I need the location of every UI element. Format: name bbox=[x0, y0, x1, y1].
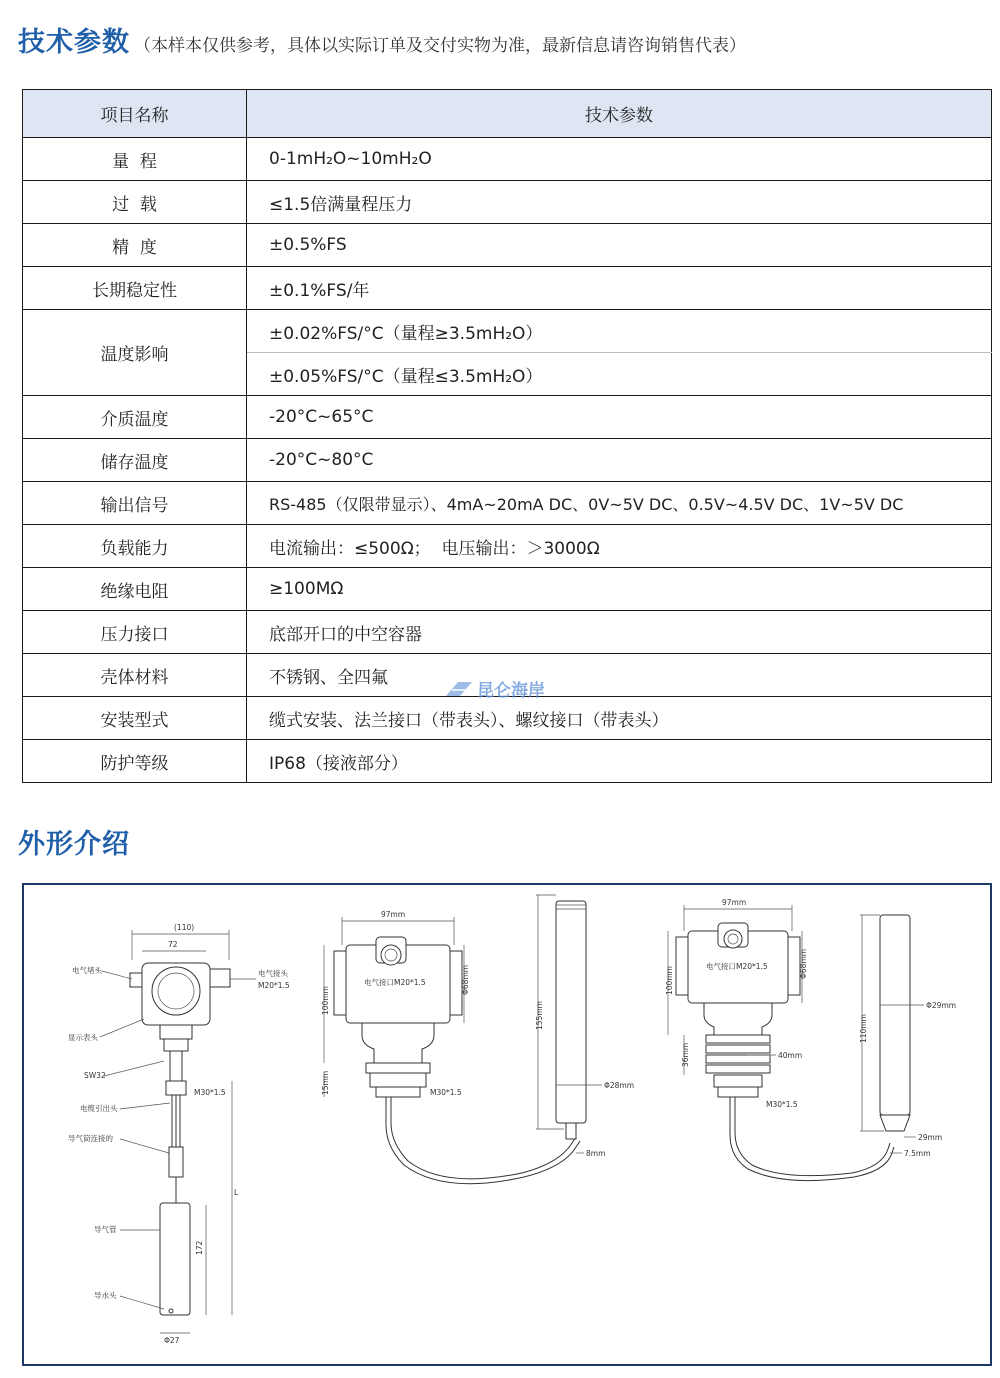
row-value: ±0.5%FS bbox=[247, 224, 992, 267]
row-value: ±0.1%FS/年 bbox=[247, 267, 992, 310]
table-row bbox=[23, 697, 992, 740]
table-row bbox=[23, 181, 992, 224]
table-row bbox=[23, 224, 992, 267]
dim3-75: 7.5mm bbox=[904, 1149, 931, 1158]
dim3-thread: M30*1.5 bbox=[766, 1100, 798, 1109]
row-value: 不锈钢、全四氟 bbox=[247, 654, 992, 697]
label-sw: SW32 bbox=[84, 1071, 106, 1080]
logo-icon bbox=[444, 680, 474, 698]
dim-probe-dia: Φ27 bbox=[164, 1336, 180, 1345]
row-value: 电流输出：≤500Ω； 电压输出：＞3000Ω bbox=[247, 525, 992, 568]
row-name: 绝缘电阻 bbox=[23, 568, 247, 611]
dim3-dia29: Φ29mm bbox=[926, 1001, 957, 1010]
row-value: ±0.02%FS/°C（量程≥3.5mH₂O） bbox=[247, 310, 992, 353]
table-row bbox=[23, 482, 992, 525]
row-name: 储存温度 bbox=[23, 439, 247, 482]
header-tech-params: 技术参数 bbox=[247, 90, 992, 138]
drawing-display-type bbox=[68, 923, 290, 1345]
table-row bbox=[23, 310, 992, 353]
row-value: 缆式安装、法兰接口（带表头）、螺纹接口（带表头） bbox=[247, 697, 992, 740]
section-title-text: 技术参数 bbox=[18, 27, 130, 58]
label-probe: 导水头 bbox=[94, 1291, 117, 1300]
row-name: 精 度 bbox=[23, 224, 247, 267]
dim-width-label: 72 bbox=[168, 940, 178, 949]
table-row bbox=[23, 439, 992, 482]
dim2-8: 8mm bbox=[586, 1149, 606, 1158]
watermark-logo bbox=[444, 676, 545, 701]
dim3-width: 97mm bbox=[722, 898, 747, 907]
dim3-29: 29mm bbox=[918, 1133, 943, 1142]
dim3-110: 110mm bbox=[859, 1014, 868, 1043]
table-row bbox=[23, 138, 992, 181]
dimension-drawings bbox=[24, 885, 990, 1364]
dim-length: L bbox=[234, 1188, 239, 1197]
label-plug: 电气堵头 bbox=[72, 966, 102, 975]
header-item-name: 项目名称 bbox=[23, 90, 247, 138]
section-title-appearance: 外形介绍 bbox=[18, 829, 130, 860]
label-connector-thread: M20*1.5 bbox=[258, 981, 290, 990]
row-name: 输出信号 bbox=[23, 482, 247, 525]
dim2-thread: M30*1.5 bbox=[430, 1088, 462, 1097]
dim3-36: 36mm bbox=[681, 1042, 690, 1067]
row-name: 量 程 bbox=[23, 138, 247, 181]
dimension-drawings-panel bbox=[22, 883, 992, 1366]
dim3-height: 100mm bbox=[665, 966, 674, 995]
table-row bbox=[23, 568, 992, 611]
dim2-height: 100mm bbox=[321, 986, 330, 1015]
label-cable-out: 电缆引出头 bbox=[80, 1104, 118, 1113]
dim2-dia68: Φ68mm bbox=[461, 964, 470, 995]
row-value: RS-485（仅限带显示）、4mA~20mA DC、0V~5V DC、0.5V~4.5V DC、1V~5V DC bbox=[247, 482, 992, 525]
row-value: 底部开口的中空容器 bbox=[247, 611, 992, 654]
dim2-connector: 电气接口M20*1.5 bbox=[364, 978, 426, 987]
row-name: 长期稳定性 bbox=[23, 267, 247, 310]
row-name: 安装型式 bbox=[23, 697, 247, 740]
dim3-connector: 电气接口M20*1.5 bbox=[706, 962, 768, 971]
label-tube: 导气管 bbox=[94, 1225, 117, 1234]
dim2-width: 97mm bbox=[381, 910, 406, 919]
dim-top-label: (110) bbox=[174, 923, 195, 932]
label-display: 显示表头 bbox=[68, 1033, 98, 1042]
row-value: -20°C~65°C bbox=[247, 396, 992, 439]
label-connector: 电气接头 bbox=[258, 969, 288, 978]
table-row bbox=[23, 525, 992, 568]
row-name: 过 载 bbox=[23, 181, 247, 224]
label-thread: M30*1.5 bbox=[194, 1088, 226, 1097]
row-value: ≤1.5倍满量程压力 bbox=[247, 181, 992, 224]
dim2-15: 15mm bbox=[321, 1070, 330, 1095]
row-value: ≥100MΩ bbox=[247, 568, 992, 611]
label-tube-joint: 导气筒连接的 bbox=[68, 1134, 113, 1143]
table-header-row bbox=[23, 90, 992, 138]
drawing-flange-type bbox=[321, 895, 634, 1184]
row-name: 温度影响 bbox=[23, 310, 247, 396]
row-value: -20°C~80°C bbox=[247, 439, 992, 482]
table-row bbox=[23, 740, 992, 783]
row-value-secondary: ±0.05%FS/°C（量程≤3.5mH₂O） bbox=[247, 353, 992, 396]
section-title-specs bbox=[18, 20, 746, 59]
row-name: 壳体材料 bbox=[23, 654, 247, 697]
dim3-dia68: Φ68mm bbox=[799, 948, 808, 979]
dim2-dia28: Φ28mm bbox=[604, 1081, 635, 1090]
row-name: 防护等级 bbox=[23, 740, 247, 783]
table-row bbox=[23, 267, 992, 310]
row-value: IP68（接液部分） bbox=[247, 740, 992, 783]
section-note: （本样本仅供参考，具体以实际订单及交付实物为准，最新信息请咨询销售代表） bbox=[134, 36, 746, 56]
dim3-40: 40mm bbox=[778, 1051, 803, 1060]
table-row bbox=[23, 396, 992, 439]
row-name: 负载能力 bbox=[23, 525, 247, 568]
row-name: 压力接口 bbox=[23, 611, 247, 654]
table-row bbox=[23, 611, 992, 654]
dim2-155: 155mm bbox=[535, 1001, 544, 1030]
watermark-text: 昆仑海岸 bbox=[477, 681, 545, 701]
dim-probe-len: 172 bbox=[195, 1240, 204, 1255]
row-name: 介质温度 bbox=[23, 396, 247, 439]
drawing-thread-type bbox=[665, 898, 956, 1181]
row-value: 0-1mH₂O~10mH₂O bbox=[247, 138, 992, 181]
